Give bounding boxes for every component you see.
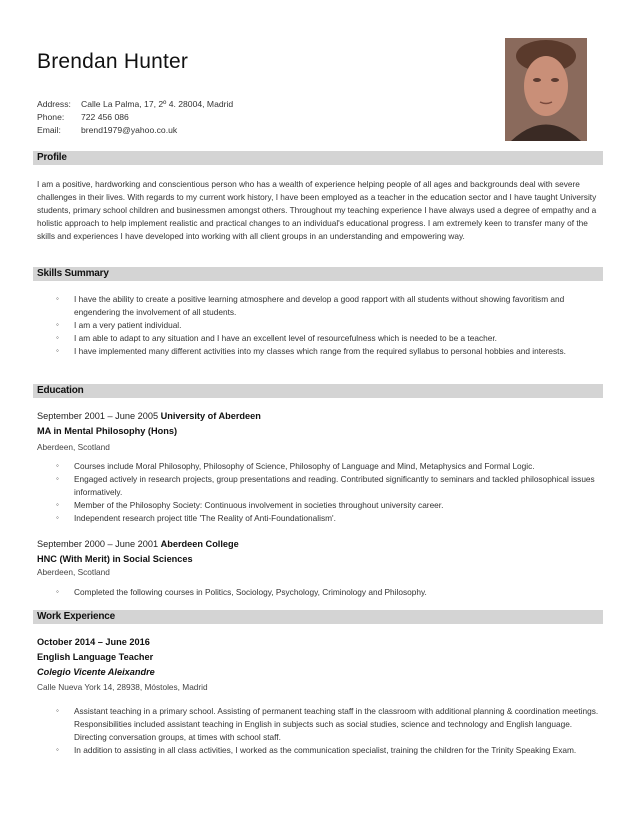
list-item: ◦ Completed the following courses in Politics, Sociology, Psychology, Criminology and Philosophy. bbox=[56, 586, 601, 599]
work1-dates-line bbox=[37, 636, 150, 648]
edu1-degree: MA in Mental Philosophy (Hons) bbox=[37, 426, 178, 436]
work1-dates: October 2014 – June 2016 bbox=[37, 637, 150, 647]
edu1-institution: University of Aberdeen bbox=[160, 411, 261, 421]
list-item: ◦ I am able to adapt to any situation and I have an excellent level of resourcefulness which is needed to be a teacher. bbox=[56, 332, 601, 345]
email-value[interactable]: brend1979@yahoo.co.uk bbox=[81, 125, 178, 135]
email-label: Email: bbox=[37, 125, 61, 135]
profile-text: I am a positive, hardworking and conscientious person who has a wealth of experience helping people of all ages and backgrounds deal with severe challenges in their lives. With regards to my current work history, I have been employed as a teacher in the education sector and I have taught University students, primary school children and businessmen amongst others. Throughout my teaching experience I have always used a degree of empathy and a holistic approach to help implement realistic and practical changes to an individual's educational progress. I am extremely keen to transfer many of the skills and experiences I have developed into working with all client groups in an understanding and empowering way. bbox=[37, 179, 597, 241]
list-item: ◦ I have implemented many different activities into my classes which range from the required syllabus to personal hobbies and interests. bbox=[56, 345, 601, 358]
section-header-profile: Profile bbox=[33, 151, 603, 165]
work1-title-line bbox=[37, 651, 153, 663]
edu1-bullets bbox=[56, 460, 601, 525]
list-item: ◦ Courses include Moral Philosophy, Philosophy of Science, Philosophy of Language and Mind, Metaphysics and Formal Logic. bbox=[56, 460, 601, 473]
phone-value: 722 456 086 bbox=[81, 112, 129, 122]
list-item: ◦ Assistant teaching in a primary school. Assisting of permanent teaching staff in the classroom with additional planning & coordination meetings. Responsibilities included assistant teaching in English in subjects such as social studies, science and technology and English language. Directing conversation groups, at times with school staff. bbox=[56, 705, 601, 744]
edu2-bullets bbox=[56, 586, 601, 599]
skills-list bbox=[56, 293, 601, 358]
section-header-education: Education bbox=[33, 384, 603, 398]
phone-label: Phone: bbox=[37, 112, 65, 122]
edu2-institution: Aberdeen College bbox=[160, 539, 239, 549]
edu1-degree-line bbox=[37, 425, 177, 437]
edu2-dates: September 2000 – June 2001 bbox=[37, 539, 161, 549]
list-item: ◦ In addition to assisting in all class activities, I worked as the communication specialist, training the children for the Trinity Speaking Exam. bbox=[56, 744, 601, 757]
section-header-skills: Skills Summary bbox=[33, 267, 603, 281]
edu1-dates: September 2001 – June 2005 bbox=[37, 411, 161, 421]
list-item: ◦ Member of the Philosophy Society: Continuous involvement in societies throughout university career. bbox=[56, 499, 601, 512]
edu2-degree: HNC (With Merit) in Social Sciences bbox=[37, 554, 193, 564]
address-label: Address: bbox=[37, 99, 71, 109]
phone-row bbox=[37, 111, 233, 124]
candidate-name: Brendan Hunter bbox=[37, 50, 189, 73]
list-item: ◦ Engaged actively in research projects, group presentations and reading. Contributed significantly to seminars and tackled philosophical issues informatively. bbox=[56, 473, 601, 499]
list-item: ◦ Independent research project title 'The Reality of Anti-Foundationalism'. bbox=[56, 512, 601, 525]
edu2-location: Aberdeen, Scotland bbox=[37, 567, 110, 577]
edu2-degree-line bbox=[37, 553, 193, 565]
work1-address: Calle Nueva York 14, 28938, Móstoles, Madrid bbox=[37, 682, 208, 692]
list-item: ◦ I am a very patient individual. bbox=[56, 319, 601, 332]
edu1-location: Aberdeen, Scotland bbox=[37, 442, 110, 452]
edu1-heading bbox=[37, 410, 261, 422]
profile-photo bbox=[505, 38, 587, 141]
section-header-work: Work Experience bbox=[33, 610, 603, 624]
address-value: Calle La Palma, 17, 2º 4. 28004, Madrid bbox=[81, 99, 234, 109]
work1-title: English Language Teacher bbox=[37, 652, 154, 662]
work1-employer-line bbox=[37, 666, 155, 678]
work1-employer: Colegio Vicente Aleixandre bbox=[37, 667, 155, 677]
edu2-heading bbox=[37, 538, 239, 550]
contact-block bbox=[37, 98, 233, 137]
list-item: ◦ I have the ability to create a positive learning atmosphere and develop a good rapport with all students without showing favoritism and engendering the involvement of all students. bbox=[56, 293, 601, 319]
email-row bbox=[37, 124, 233, 137]
work1-bullets bbox=[56, 705, 601, 757]
address-row bbox=[37, 98, 233, 111]
